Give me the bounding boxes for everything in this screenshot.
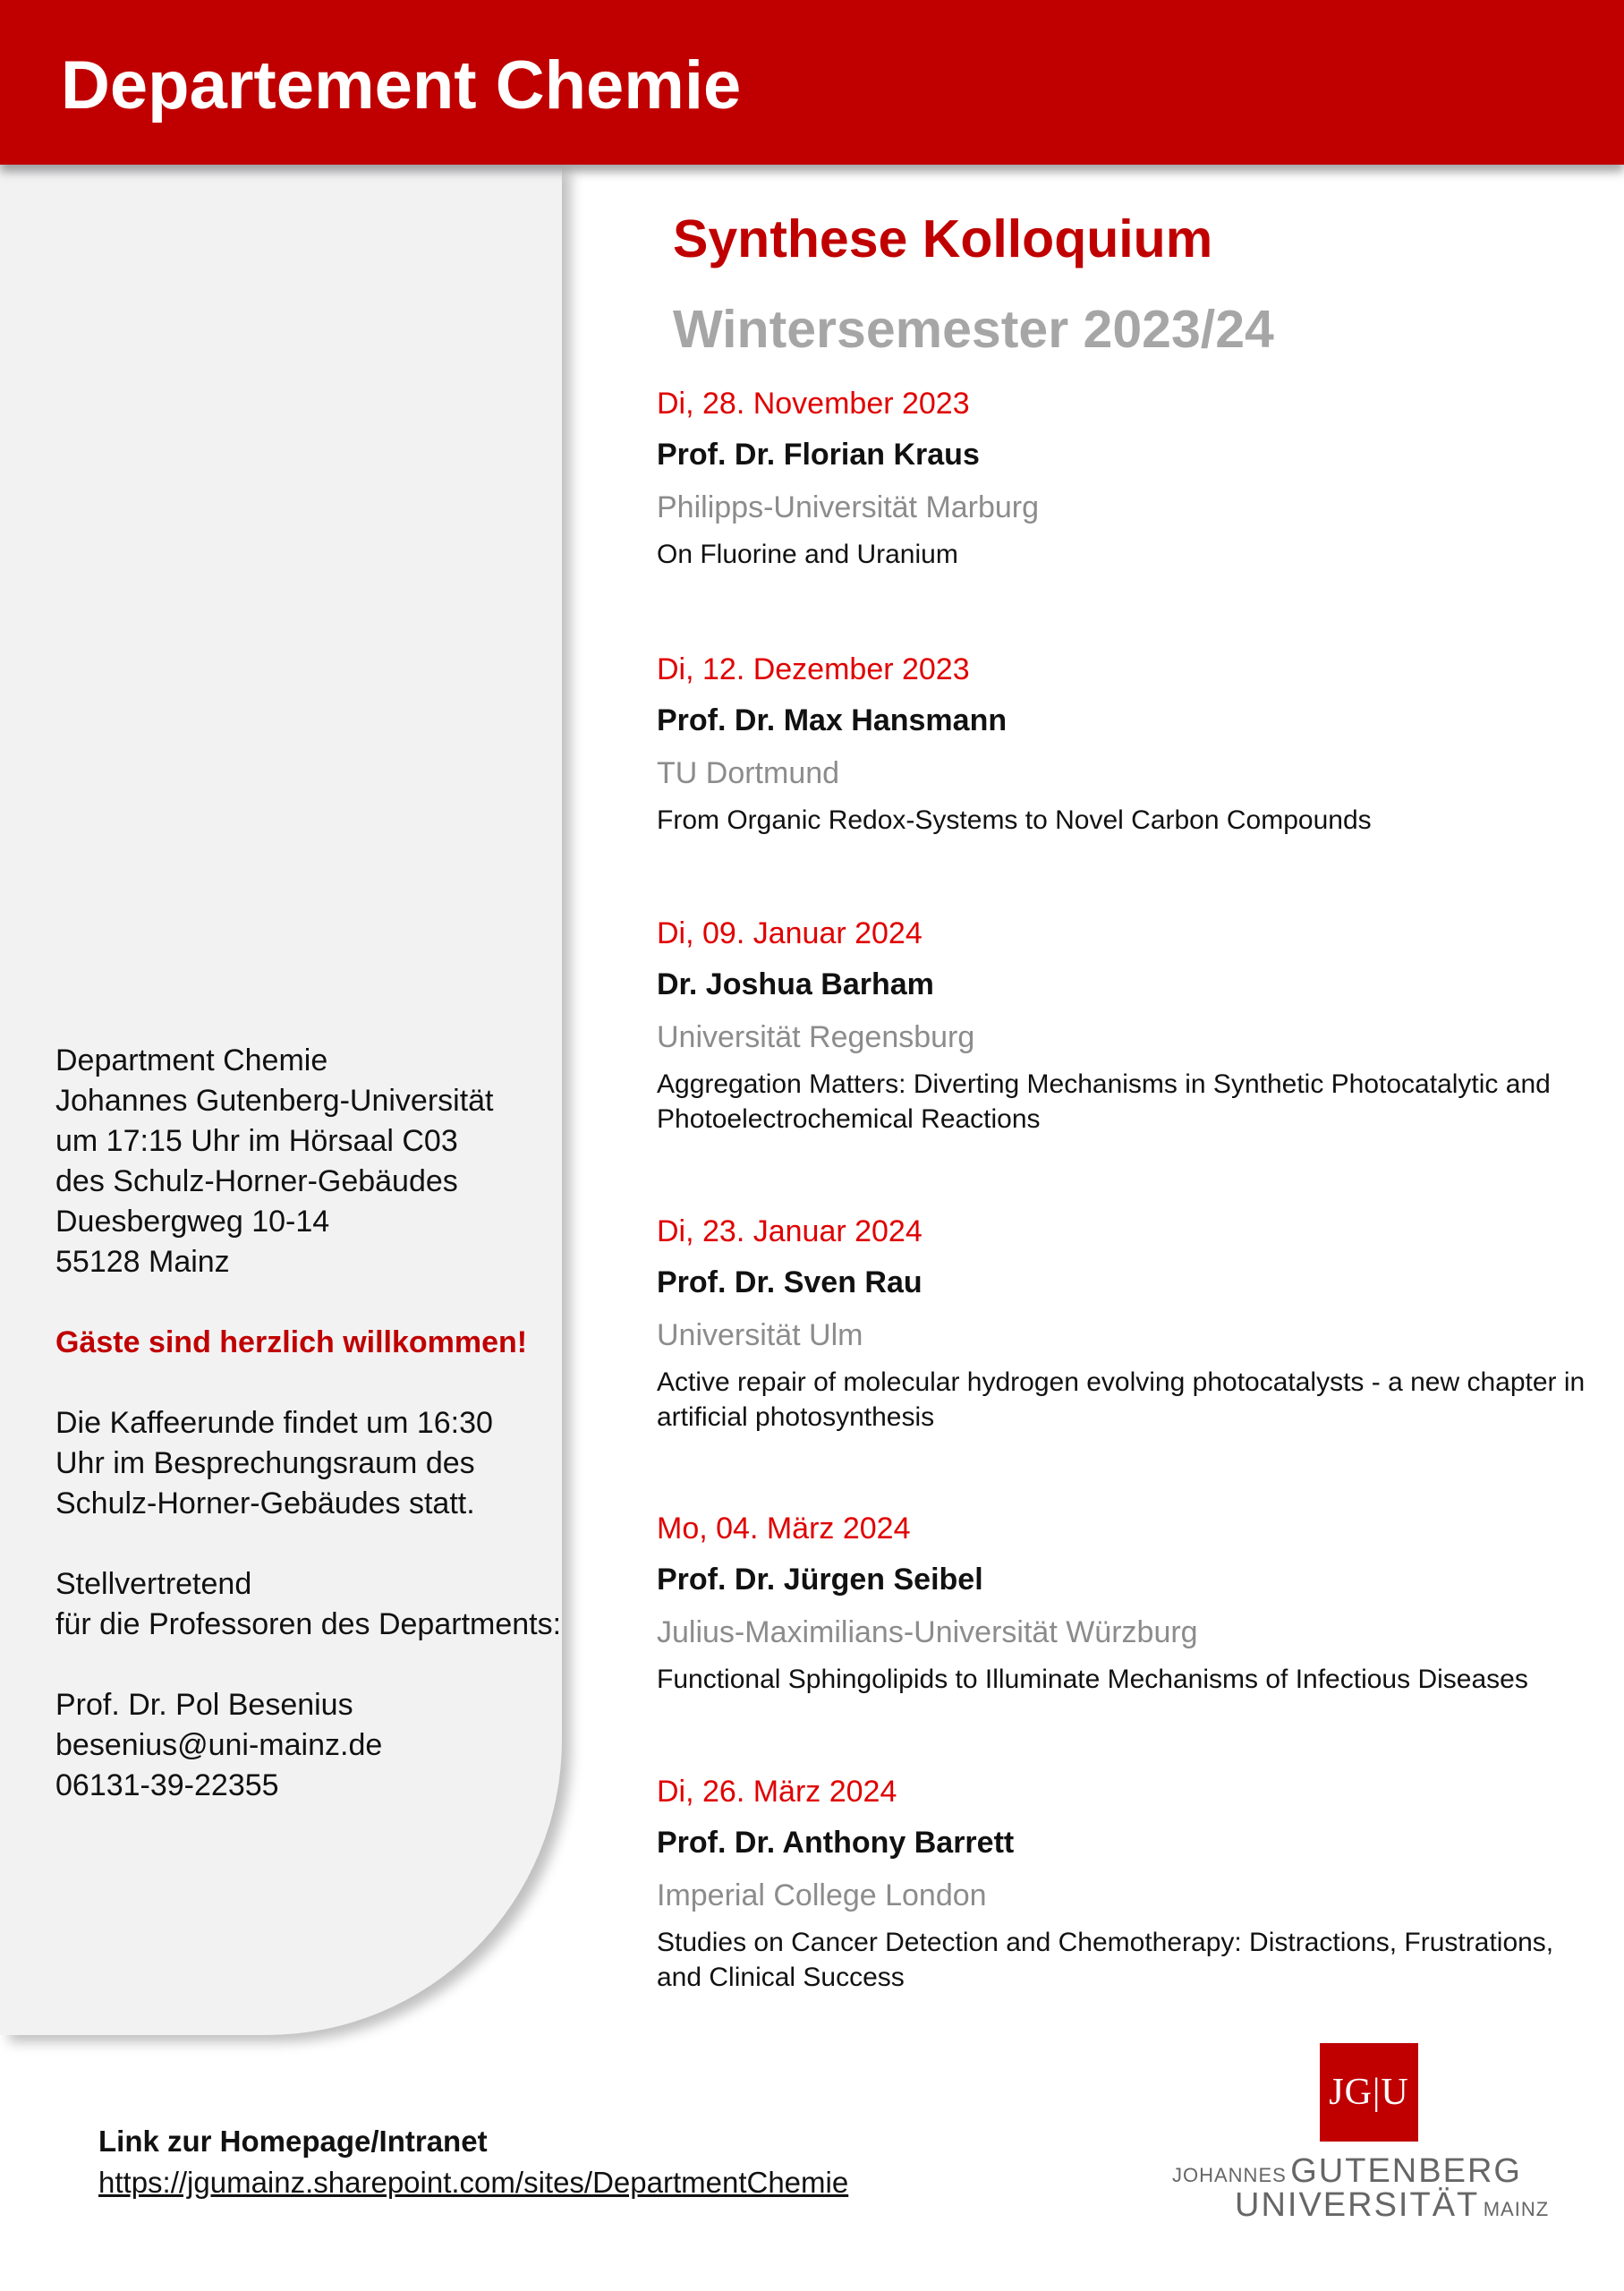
homepage-link-label: Link zur Homepage/Intranet bbox=[98, 2125, 488, 2158]
event-date: Di, 26. März 2024 bbox=[657, 1775, 897, 1809]
event-item bbox=[657, 646, 1587, 838]
welcome-text: Gäste sind herzlich willkommen! bbox=[55, 1325, 528, 1359]
event-item bbox=[657, 1208, 1587, 1435]
event-talk-title: From Organic Redox-Systems to Novel Carbon Compounds bbox=[657, 805, 1372, 835]
event-affiliation: Imperial College London bbox=[657, 1878, 987, 1912]
contact-name: Prof. Dr. Pol Besenius bbox=[55, 1688, 353, 1722]
university-logo bbox=[1163, 2043, 1550, 2224]
homepage-link-block bbox=[98, 2121, 848, 2203]
address-line: um 17:15 Uhr im Hörsaal C03 bbox=[55, 1124, 458, 1158]
header-title: Departement Chemie bbox=[61, 47, 742, 123]
homepage-link[interactable]: https://jgumainz.sharepoint.com/sites/DepartmentChemie bbox=[98, 2166, 849, 2199]
event-item bbox=[657, 1505, 1587, 1697]
event-speaker: Prof. Dr. Florian Kraus bbox=[657, 438, 980, 472]
event-date: Di, 09. Januar 2024 bbox=[657, 916, 923, 950]
logo-wordmark-line1: JOHANNES GUTENBERG bbox=[1172, 2152, 1522, 2190]
coffee-line: Schulz-Horner-Gebäudes statt. bbox=[55, 1486, 475, 1520]
representative-line: Stellvertretend bbox=[55, 1567, 252, 1601]
event-item bbox=[657, 380, 1587, 572]
address-line: Johannes Gutenberg-Universität bbox=[55, 1084, 494, 1118]
event-item bbox=[657, 1768, 1587, 1995]
event-affiliation: Universität Regensburg bbox=[657, 1020, 975, 1054]
event-date: Mo, 04. März 2024 bbox=[657, 1512, 911, 1546]
contact-phone: 06131-39-22355 bbox=[55, 1768, 279, 1802]
event-affiliation: Philipps-Universität Marburg bbox=[657, 490, 1040, 524]
address-block bbox=[55, 1041, 557, 1282]
coffee-line: Die Kaffeerunde findet um 16:30 bbox=[55, 1406, 493, 1440]
representative-block bbox=[55, 1564, 562, 1645]
contact-email[interactable]: besenius@uni-mainz.de bbox=[55, 1728, 383, 1762]
event-affiliation: Universität Ulm bbox=[657, 1318, 863, 1352]
event-talk-title: Functional Sphingolipids to Illuminate Mechanisms of Infectious Diseases bbox=[657, 1665, 1528, 1694]
event-speaker: Prof. Dr. Sven Rau bbox=[657, 1265, 923, 1299]
contact-block bbox=[55, 1685, 557, 1806]
address-line: 55128 Mainz bbox=[55, 1245, 230, 1279]
event-speaker: Dr. Joshua Barham bbox=[657, 967, 934, 1001]
event-date: Di, 23. Januar 2024 bbox=[657, 1214, 923, 1248]
event-date: Di, 12. Dezember 2023 bbox=[657, 652, 970, 686]
event-date: Di, 28. November 2023 bbox=[657, 387, 970, 421]
event-speaker: Prof. Dr. Max Hansmann bbox=[657, 703, 1008, 737]
event-speaker: Prof. Dr. Anthony Barrett bbox=[657, 1826, 1015, 1860]
address-line: des Schulz-Horner-Gebäudes bbox=[55, 1164, 458, 1198]
coffee-line: Uhr im Besprechungsraum des bbox=[55, 1446, 475, 1480]
event-item bbox=[657, 910, 1587, 1137]
representative-line: für die Professoren des Departments: bbox=[55, 1607, 562, 1641]
event-talk-title: Studies on Cancer Detection and Chemotherapy: Distractions, Frustrations, and Clinical Success bbox=[657, 1928, 1554, 1992]
header-banner bbox=[0, 0, 1624, 165]
event-talk-title: On Fluorine and Uranium bbox=[657, 540, 958, 569]
sidebar-info bbox=[55, 1041, 562, 1806]
coffee-block bbox=[55, 1403, 557, 1524]
event-affiliation: Julius-Maximilians-Universität Würzburg bbox=[657, 1615, 1198, 1649]
page-title: Synthese Kolloquium bbox=[673, 209, 1213, 268]
event-speaker: Prof. Dr. Jürgen Seibel bbox=[657, 1563, 983, 1597]
event-talk-title: Aggregation Matters: Diverting Mechanisms in Synthetic Photocatalytic and Photoelectrochemical Reactions bbox=[657, 1069, 1551, 1134]
jgu-logo-mark bbox=[1320, 2043, 1418, 2142]
jgu-mark-text: JG|U bbox=[1329, 2072, 1409, 2113]
event-affiliation: TU Dortmund bbox=[657, 756, 840, 790]
address-line: Department Chemie bbox=[55, 1043, 328, 1077]
semester-subtitle: Wintersemester 2023/24 bbox=[673, 300, 1274, 359]
logo-wordmark-line2: UNIVERSITÄT MAINZ bbox=[1235, 2186, 1550, 2224]
address-line: Duesbergweg 10-14 bbox=[55, 1205, 330, 1239]
event-talk-title: Active repair of molecular hydrogen evolving photocatalysts - a new chapter in artificial photosynthesis bbox=[657, 1367, 1586, 1432]
